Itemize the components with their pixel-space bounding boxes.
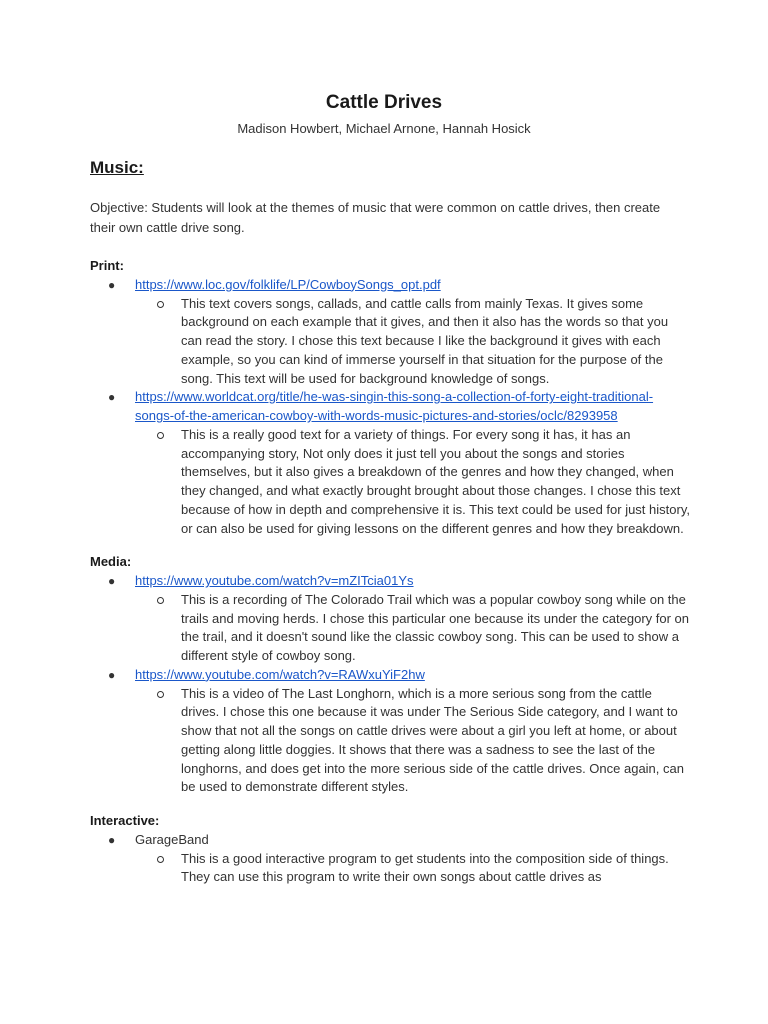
print-description-2	[90, 426, 690, 539]
hollow-bullet-icon	[157, 691, 164, 698]
media-list-item-1	[90, 572, 690, 591]
hollow-bullet-icon	[157, 432, 164, 439]
media-link-2[interactable]: https://www.youtube.com/watch?v=RAWxuYiF2hw	[135, 666, 425, 682]
print-link-2[interactable]: https://www.worldcat.org/title/he-was-singin-this-song-a-collection-of-forty-eight-traditional-songs-of-the-american-cowboy-with-words-music-pictures-and-stories/oclc/8293958	[135, 389, 654, 423]
interactive-item-name-1: GarageBand	[135, 831, 209, 847]
bullet-icon: ●	[108, 574, 116, 588]
interactive-description-1	[90, 850, 690, 888]
subheading-media: Media:	[90, 554, 132, 570]
resource-lists	[90, 257, 690, 887]
media-description-text-1: This is a recording of The Colorado Trail which was a popular cowboy song while on the trails and moving herds. I chose this particular one because its under the category for on the trail, and it doesn't sound like the classic cowboy song. This can be used to show a different style of cowboy song.	[181, 591, 690, 663]
media-description-text-2: This is a video of The Last Longhorn, which is a more serious song from the cattle drives. I chose this one because it was under The Serious Side category, and I want to show that not all the songs on cattle drives were about a girl you left at home, or about getting along little doggies. It shows that there was a sadness to see the last of the longhorns, and does get into the more serious side of the cattle drives. Once again, can be used to demonstrate different styles.	[181, 685, 684, 795]
subheading-interactive: Interactive:	[90, 813, 160, 828]
interactive-description-text-1: This is a good interactive program to get students into the composition side of things. They can use this program to write their own songs about cattle drives as	[181, 850, 669, 885]
section-heading-music: Music:	[90, 158, 144, 177]
media-description-2	[90, 685, 690, 798]
media-list-item-2	[90, 666, 690, 685]
subheading-print: Print:	[90, 258, 124, 273]
print-list-item-1	[90, 276, 690, 295]
hollow-bullet-icon	[157, 856, 164, 863]
print-description-1	[90, 295, 690, 389]
bullet-icon: ●	[108, 667, 116, 682]
print-description-text-1: This text covers songs, callads, and cattle calls from mainly Texas. It gives some background on each example that it gives, and then it also has the words so that you can read the story. I chose this text because I like the background it gives with each example, so you can kind of immerse yourself in that situation for the purpose of the song. This text will be used for background knowledge of songs.	[181, 295, 669, 386]
document-authors: Madison Howbert, Michael Arnone, Hannah Hosick	[237, 121, 531, 136]
media-description-1	[90, 591, 690, 666]
bullet-icon: ●	[108, 277, 116, 292]
hollow-bullet-icon	[157, 597, 164, 604]
print-list-item-2	[90, 388, 690, 426]
media-link-1[interactable]: https://www.youtube.com/watch?v=mZITcia01Ys	[135, 573, 414, 588]
bullet-icon: ●	[108, 832, 116, 847]
document-title: Cattle Drives	[325, 92, 443, 113]
print-description-text-2: This is a really good text for a variety of things. For every song it has, it has an accompanying story, Not only does it just tell you about the songs and stories themselves, but it also gives a breakdown of the genres and how they changed, when they changed, and what exactly brought brought about those changes. I chose this text because of how in depth and comprehensive it is. This text could be used for just history, or can also be used for giving lessons on the different genres and how they breakdown.	[181, 426, 690, 536]
interactive-list-item-1	[90, 831, 690, 850]
hollow-bullet-icon	[157, 301, 164, 308]
bullet-icon: ●	[108, 390, 116, 405]
objective-text: Objective: Students will look at the themes of music that were common on cattle drives, then create their own cattle drive song.	[90, 200, 661, 235]
print-link-1[interactable]: https://www.loc.gov/folklife/LP/CowboySongs_opt.pdf	[135, 276, 441, 292]
